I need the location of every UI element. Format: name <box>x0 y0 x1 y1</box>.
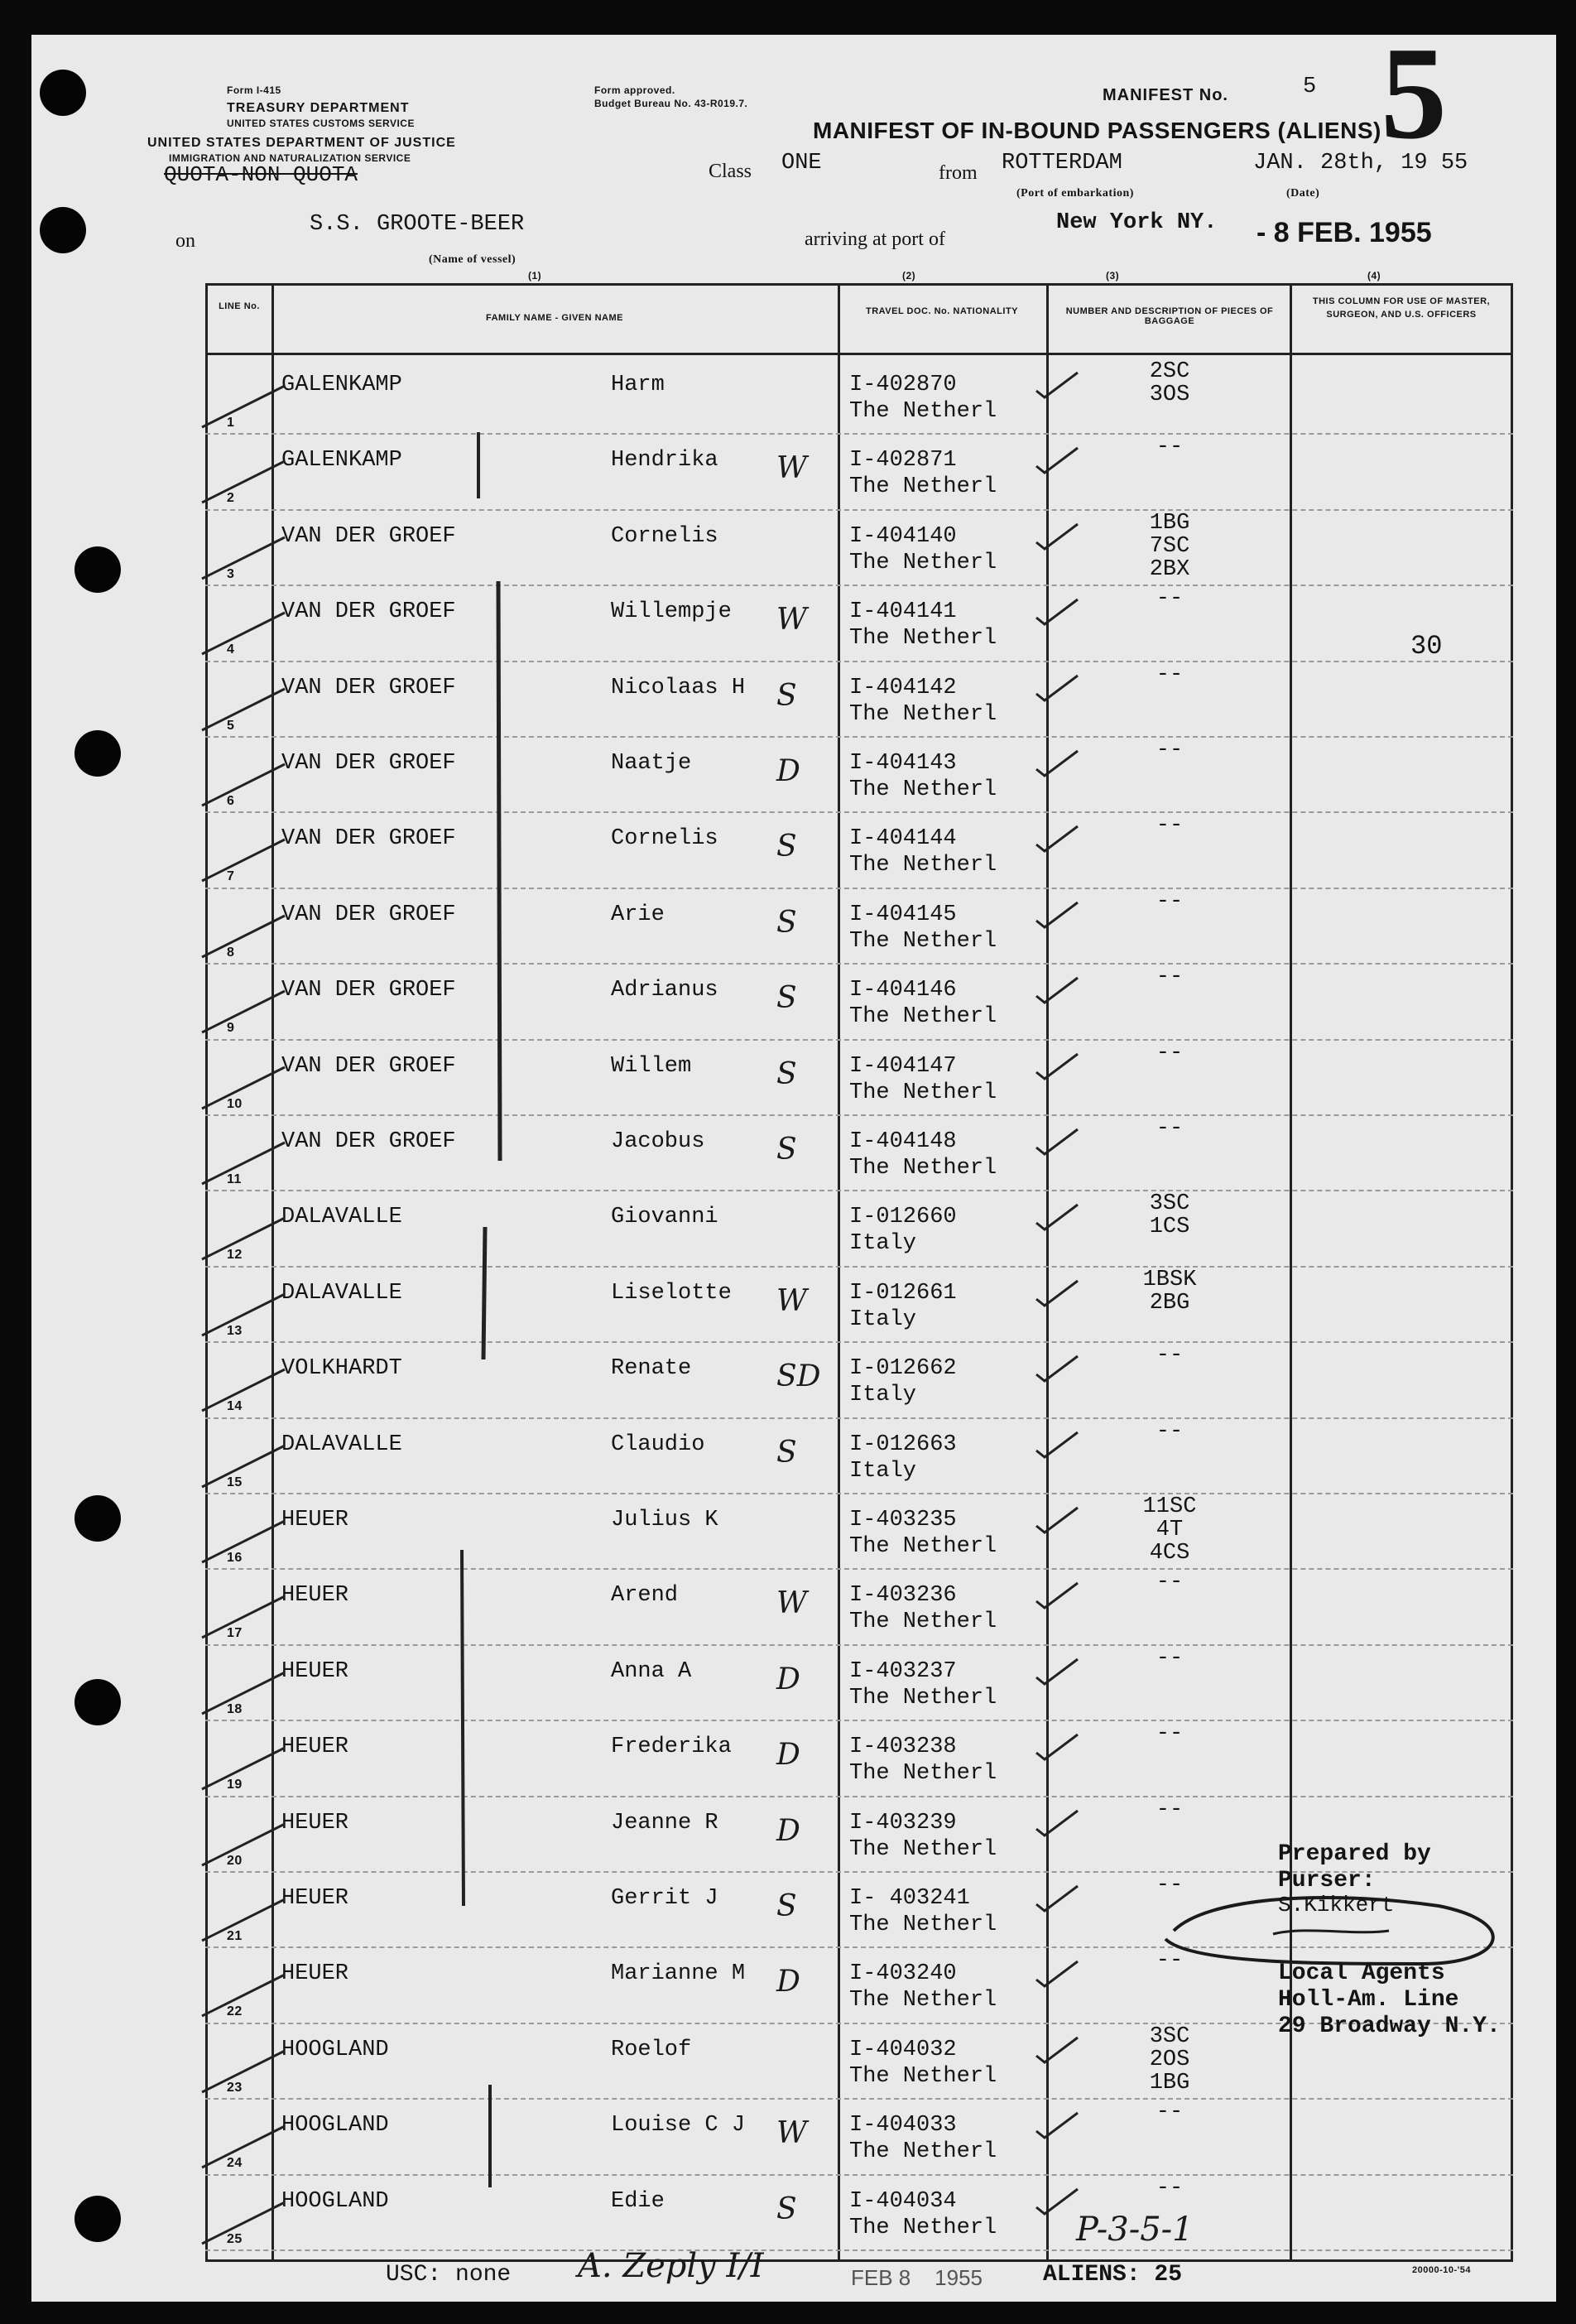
baggage-item: 2BX <box>1149 556 1190 582</box>
from-label: from <box>939 162 978 184</box>
col-num-3: (3) <box>1106 270 1120 281</box>
family-name: VAN DER GROEF <box>281 1129 456 1154</box>
given-name: Naatje <box>611 751 692 776</box>
travel-doc-number: I-402871 <box>849 448 957 474</box>
officer-note: 30 <box>1410 631 1443 662</box>
mark-code: S <box>776 905 797 940</box>
nationality: The Netherl <box>849 626 997 652</box>
mark-code: S <box>776 981 797 1016</box>
family-name: VOLKHARDT <box>281 1356 402 1382</box>
mark-code: D <box>776 1965 800 1999</box>
nationality: The Netherl <box>849 1836 997 1862</box>
quota-field: QUOTA-NON QUOTA <box>164 162 358 187</box>
given-name: Marianne M <box>611 1961 746 1987</box>
arrival-date-stamp: - 8 FEB. 1955 <box>1256 217 1432 248</box>
date-caption: (Date) <box>1286 187 1320 200</box>
travel-doc-number: I-404144 <box>849 826 957 852</box>
class-value: ONE <box>781 151 822 176</box>
given-name: Renate <box>611 1356 692 1382</box>
nationality: The Netherl <box>849 1685 997 1711</box>
given-name: Liselotte <box>611 1280 732 1306</box>
mark-code: S <box>776 2192 797 2226</box>
baggage-item: -- <box>1156 2175 1184 2201</box>
family-name: HEUER <box>281 1658 349 1684</box>
travel-doc-number: I-403240 <box>849 1961 957 1987</box>
line-number: 18 <box>227 1701 243 1716</box>
local-agents: Local Agents <box>1278 1961 1445 1986</box>
baggage-item: 2BG <box>1149 1290 1190 1316</box>
travel-doc-number: I-404032 <box>849 2037 957 2062</box>
baggage-item: 1BSK <box>1142 1267 1197 1292</box>
line-number: 3 <box>227 566 235 581</box>
nationality: The Netherl <box>849 474 997 500</box>
baggage-item: -- <box>1156 1721 1184 1747</box>
family-name: VAN DER GROEF <box>281 751 456 776</box>
family-name: VAN DER GROEF <box>281 826 456 852</box>
nationality: The Netherl <box>849 1761 997 1787</box>
given-name: Harm <box>611 373 665 397</box>
header-line-no: LINE No. <box>219 301 260 311</box>
col-num-2: (2) <box>902 270 916 281</box>
line-number: 19 <box>227 1778 243 1792</box>
travel-doc-number: I-403236 <box>849 1583 957 1609</box>
family-name: VAN DER GROEF <box>281 599 456 625</box>
line-number: 25 <box>227 2231 243 2246</box>
header-officers: THIS COLUMN FOR USE OF MASTER, SURGEON, AND U.S. OFFICERS <box>1312 296 1491 320</box>
baggage-item: 2SC <box>1149 359 1190 384</box>
family-name: HOOGLAND <box>281 2037 389 2062</box>
nationality: The Netherl <box>849 1080 997 1105</box>
travel-doc-number: I-403239 <box>849 1810 957 1836</box>
mark-code: W <box>776 451 808 486</box>
nationality: The Netherl <box>849 2063 997 2089</box>
given-name: Willempje <box>611 599 732 625</box>
nationality: The Netherl <box>849 2215 997 2240</box>
purser-label: Purser: <box>1278 1868 1376 1893</box>
date-stamp: FEB 8 1955 <box>851 2265 983 2290</box>
given-name: Frederika <box>611 1735 732 1760</box>
col-num-4: (4) <box>1367 270 1381 281</box>
nationality: Italy <box>849 1306 917 1332</box>
line-number: 21 <box>227 1929 243 1943</box>
nationality: Italy <box>849 1383 917 1408</box>
family-name: VAN DER GROEF <box>281 675 456 700</box>
travel-doc-number: I-012660 <box>849 1205 957 1230</box>
baggage-item: 4CS <box>1149 1541 1190 1566</box>
line-number: 24 <box>227 2156 243 2171</box>
baggage-item: -- <box>1156 813 1184 839</box>
col-num-1: (1) <box>528 270 542 281</box>
mark-code: D <box>776 1738 800 1773</box>
nationality: Italy <box>849 1231 917 1257</box>
given-name: Anna A <box>611 1658 692 1684</box>
agent-line: Holl-Am. Line <box>1278 1987 1459 2013</box>
given-name: Louise C J <box>611 2113 746 2139</box>
family-name: HEUER <box>281 1961 349 1987</box>
baggage-item: -- <box>1156 2100 1184 2125</box>
family-name: HEUER <box>281 1886 349 1911</box>
baggage-item: -- <box>1156 435 1184 460</box>
nationality: The Netherl <box>849 1534 997 1559</box>
line-number: 16 <box>227 1551 243 1565</box>
baggage-item: 4T <box>1156 1518 1184 1542</box>
mark-code: W <box>776 603 808 638</box>
vessel-caption: (Name of vessel) <box>429 253 517 266</box>
baggage-item: 1BG <box>1149 510 1190 536</box>
given-name: Gerrit J <box>611 1886 718 1911</box>
nationality: Italy <box>849 1458 917 1484</box>
mark-code: SD <box>776 1359 821 1394</box>
vessel-name: S.S. GROOTE-BEER <box>310 212 525 237</box>
arriving-label: arriving at port of <box>805 229 945 250</box>
line-number: 11 <box>227 1172 242 1186</box>
nationality: The Netherl <box>849 1609 997 1635</box>
travel-doc-number: I-404033 <box>849 2113 957 2139</box>
baggage-item: -- <box>1156 1645 1184 1671</box>
baggage-item: -- <box>1156 1116 1184 1141</box>
treasury-dept: TREASURY DEPARTMENT <box>227 101 410 115</box>
line-number: 23 <box>227 2080 243 2095</box>
given-name: Jacobus <box>611 1129 705 1154</box>
purser-name: S.Kikkert <box>1278 1893 1395 1917</box>
line-number: 17 <box>227 1626 243 1641</box>
travel-doc-number: I-402870 <box>849 373 957 397</box>
line-number: 14 <box>227 1399 243 1414</box>
travel-doc-number: I-404142 <box>849 675 957 700</box>
nationality: The Netherl <box>849 1156 997 1181</box>
usc-note: USC: none <box>386 2262 512 2288</box>
line-number: 12 <box>227 1248 243 1263</box>
agent-address: 29 Broadway N.Y. <box>1278 2014 1501 2039</box>
given-name: Arend <box>611 1583 679 1609</box>
baggage-item: -- <box>1156 1948 1184 1974</box>
travel-doc-number: I-012662 <box>849 1356 957 1382</box>
travel-doc-number: I-012661 <box>849 1280 957 1306</box>
nationality: The Netherl <box>849 928 997 954</box>
header-baggage: NUMBER AND DESCRIPTION OF PIECES OF BAGGAGE <box>1065 306 1274 326</box>
travel-doc-number: I-404034 <box>849 2188 957 2214</box>
header-name: FAMILY NAME - GIVEN NAME <box>485 313 624 323</box>
nationality: The Netherl <box>849 2139 997 2165</box>
hand-note: P-3-5-1 <box>1076 2211 1194 2249</box>
mark-code: W <box>776 1283 808 1318</box>
line-number: 1 <box>227 416 235 430</box>
baggage-item: -- <box>1156 1343 1184 1369</box>
travel-doc-number: I-403237 <box>849 1658 957 1684</box>
baggage-item: 1CS <box>1149 1215 1190 1240</box>
mark-code: S <box>776 1889 797 1923</box>
baggage-item: 11SC <box>1142 1494 1197 1519</box>
departure-date: JAN. 28th, 19 55 <box>1253 151 1468 176</box>
baggage-item: 3SC <box>1149 1191 1190 1217</box>
nationality: The Netherl <box>849 1913 997 1937</box>
given-name: Adrianus <box>611 978 718 1003</box>
manifest-number: 5 <box>1303 75 1317 99</box>
form-number: Form I-415 <box>227 84 281 96</box>
family-name: GALENKAMP <box>281 448 402 474</box>
prepared-by: Prepared by <box>1278 1841 1431 1867</box>
on-label: on <box>175 230 195 252</box>
line-number: 10 <box>227 1096 243 1111</box>
officer-signature: A. Zeply I/I <box>578 2247 764 2285</box>
travel-doc-number: I-404141 <box>849 599 957 625</box>
line-number: 13 <box>227 1323 243 1338</box>
family-name: DALAVALLE <box>281 1205 402 1230</box>
travel-doc-number: I-404140 <box>849 523 957 549</box>
page-number: 5 <box>1381 35 1447 166</box>
baggage-item: -- <box>1156 1873 1184 1898</box>
travel-doc-number: I-403238 <box>849 1735 957 1760</box>
given-name: Edie <box>611 2188 665 2214</box>
given-name: Arie <box>611 902 665 927</box>
family-name: DALAVALLE <box>281 1280 402 1306</box>
aliens-count: ALIENS: 25 <box>1043 2262 1183 2288</box>
nationality: The Netherl <box>849 1988 997 2014</box>
family-name: GALENKAMP <box>281 373 402 397</box>
baggage-item: -- <box>1156 586 1184 612</box>
given-name: Willem <box>611 1053 692 1079</box>
nationality: The Netherl <box>849 399 997 424</box>
form-code: 20000-10-'54 <box>1412 2265 1472 2275</box>
mark-code: S <box>776 1435 797 1470</box>
line-number: 7 <box>227 869 235 884</box>
travel-doc-number: I-404146 <box>849 978 957 1003</box>
family-name: HOOGLAND <box>281 2188 389 2214</box>
class-label: Class <box>709 161 752 182</box>
baggage-item: -- <box>1156 738 1184 763</box>
given-name: Jeanne R <box>611 1810 718 1836</box>
travel-doc-number: I-404147 <box>849 1053 957 1079</box>
mark-code: S <box>776 1133 797 1167</box>
port-caption: (Port of embarkation) <box>1016 187 1134 200</box>
family-name: VAN DER GROEF <box>281 978 456 1003</box>
line-number: 9 <box>227 1021 235 1036</box>
baggage-item: 3OS <box>1149 383 1190 407</box>
travel-doc-number: I- 403241 <box>849 1886 970 1911</box>
mark-code: S <box>776 1056 797 1091</box>
family-name: DALAVALLE <box>281 1431 402 1457</box>
line-number: 20 <box>227 1853 243 1868</box>
justice-dept: UNITED STATES DEPARTMENT OF JUSTICE <box>147 136 456 150</box>
given-name: Cornelis <box>611 523 718 549</box>
manifest-label: MANIFEST No. <box>1103 86 1228 104</box>
mark-code: D <box>776 1813 800 1848</box>
ins-service: IMMIGRATION AND NATURALIZATION SERVICE <box>169 152 411 164</box>
travel-doc-number: I-012663 <box>849 1431 957 1457</box>
mark-code: W <box>776 2116 808 2151</box>
family-name: HOOGLAND <box>281 2113 389 2139</box>
given-name: Claudio <box>611 1431 705 1457</box>
line-number: 6 <box>227 794 235 808</box>
baggage-item: 3SC <box>1149 2023 1190 2049</box>
manifest-title: MANIFEST OF IN-BOUND PASSENGERS (ALIENS) <box>813 118 1381 143</box>
baggage-item: -- <box>1156 1418 1184 1444</box>
arrival-port: New York NY. <box>1056 210 1218 235</box>
manifest-page <box>31 35 1556 2302</box>
line-number: 5 <box>227 718 235 733</box>
baggage-item: -- <box>1156 1040 1184 1066</box>
family-name: HEUER <box>281 1810 349 1836</box>
mark-code: S <box>776 678 797 713</box>
mark-code: D <box>776 1662 800 1696</box>
customs-service: UNITED STATES CUSTOMS SERVICE <box>227 118 415 129</box>
line-number: 4 <box>227 642 235 657</box>
embarkation-port: ROTTERDAM <box>1002 151 1122 176</box>
line-number: 15 <box>227 1475 243 1489</box>
given-name: Julius K <box>611 1508 718 1532</box>
family-name: VAN DER GROEF <box>281 1053 456 1079</box>
form-approved: Form approved. <box>594 84 675 96</box>
baggage-item: -- <box>1156 888 1184 914</box>
given-name: Roelof <box>611 2037 692 2062</box>
baggage-item: -- <box>1156 1797 1184 1822</box>
line-number: 2 <box>227 491 235 506</box>
mark-code: D <box>776 754 800 788</box>
budget-bureau: Budget Bureau No. 43-R019.7. <box>594 98 748 109</box>
baggage-item: -- <box>1156 662 1184 687</box>
header-travel-doc: TRAVEL DOC. No. NATIONALITY <box>866 306 1018 316</box>
baggage-item: 1BG <box>1149 2070 1190 2095</box>
given-name: Hendrika <box>611 448 718 474</box>
given-name: Giovanni <box>611 1205 718 1230</box>
family-name: VAN DER GROEF <box>281 902 456 927</box>
family-name: HEUER <box>281 1508 349 1532</box>
line-number: 22 <box>227 2004 243 2019</box>
nationality: The Netherl <box>849 777 997 802</box>
given-name: Cornelis <box>611 826 718 852</box>
travel-doc-number: I-403235 <box>849 1508 957 1532</box>
family-name: HEUER <box>281 1735 349 1760</box>
travel-doc-number: I-404143 <box>849 751 957 776</box>
nationality: The Netherl <box>849 853 997 878</box>
family-name: HEUER <box>281 1583 349 1609</box>
travel-doc-number: I-404148 <box>849 1129 957 1154</box>
mark-code: S <box>776 830 797 864</box>
baggage-item: 2OS <box>1149 2047 1190 2072</box>
travel-doc-number: I-404145 <box>849 902 957 927</box>
baggage-item: -- <box>1156 1570 1184 1595</box>
nationality: The Netherl <box>849 701 997 727</box>
baggage-item: -- <box>1156 965 1184 990</box>
given-name: Nicolaas H <box>611 675 746 700</box>
family-name: VAN DER GROEF <box>281 523 456 549</box>
mark-code: W <box>776 1586 808 1621</box>
baggage-item: 7SC <box>1149 533 1190 559</box>
nationality: The Netherl <box>849 550 997 575</box>
nationality: The Netherl <box>849 1004 997 1030</box>
line-number: 8 <box>227 945 235 960</box>
